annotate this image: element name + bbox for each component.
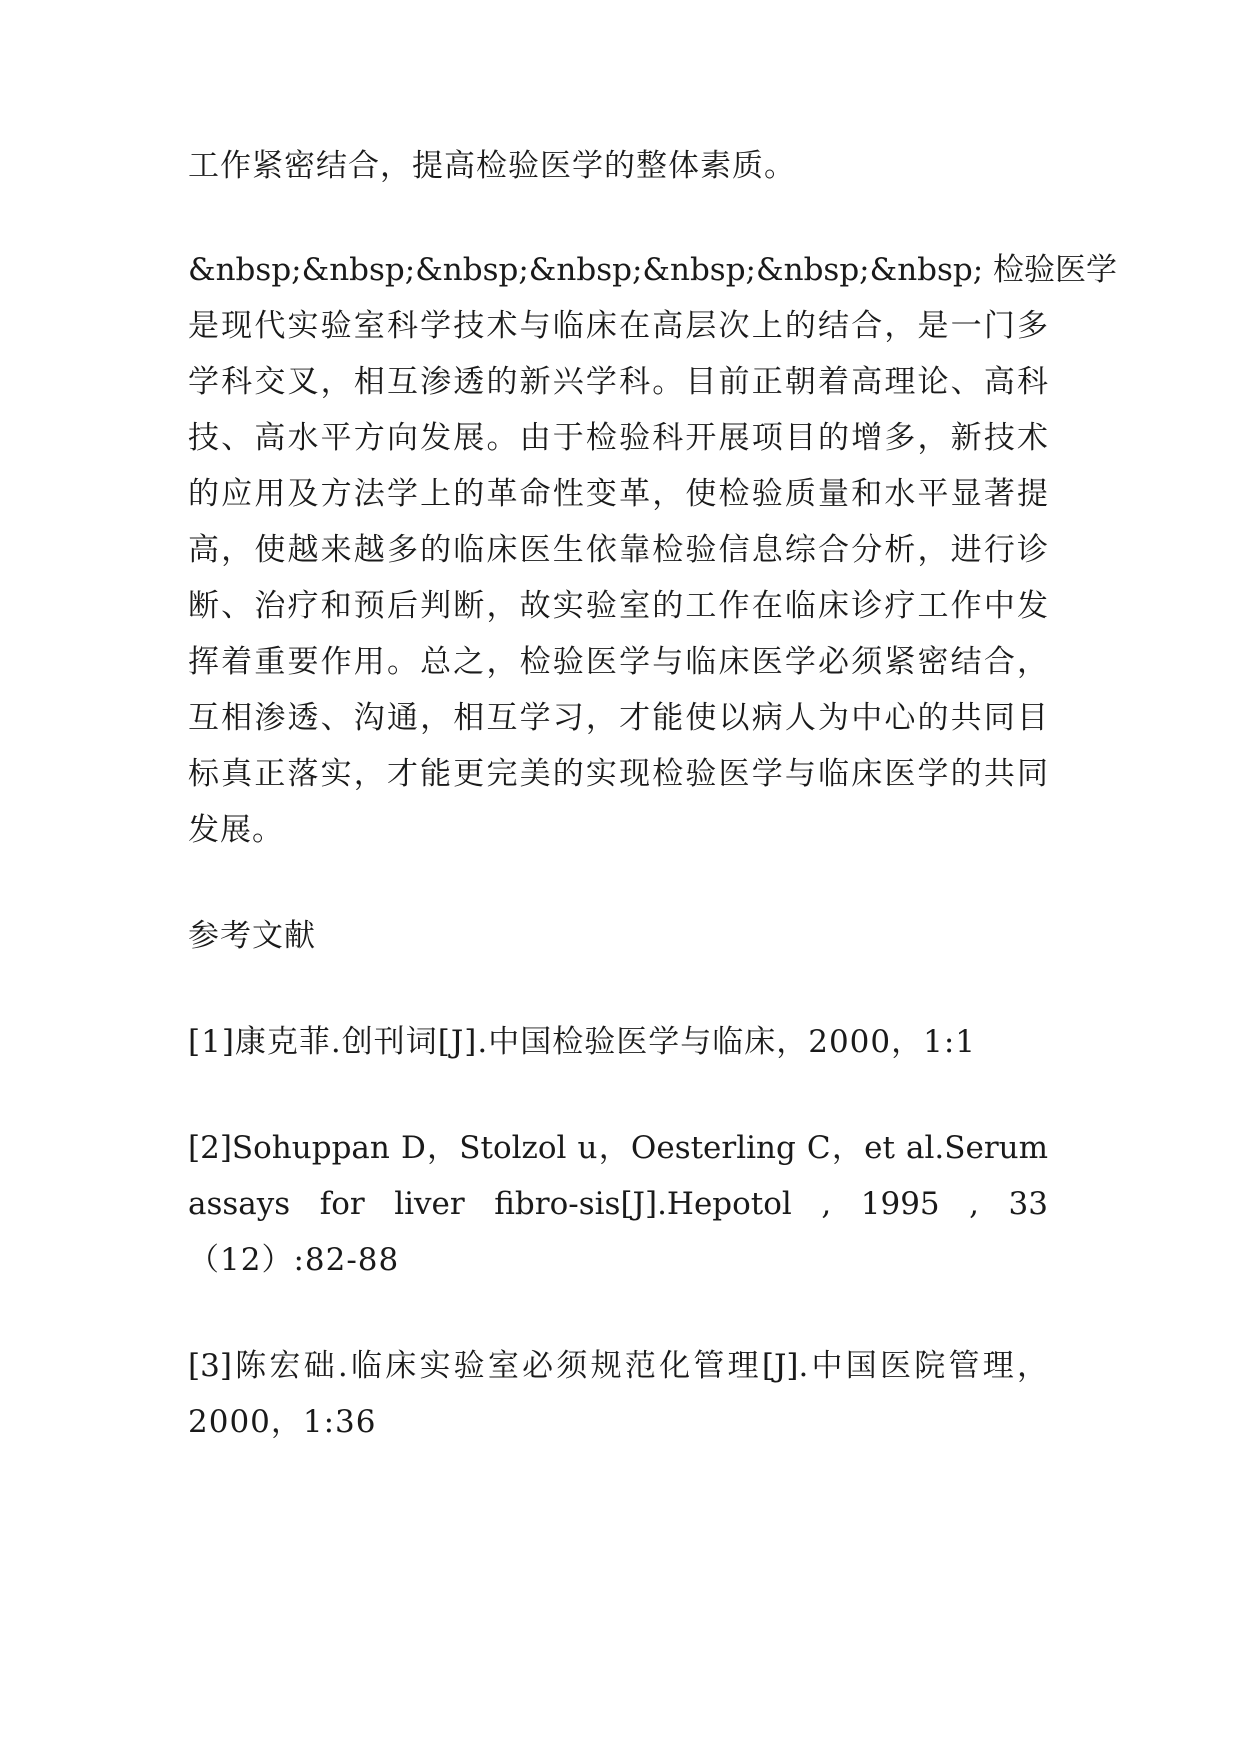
text-line: &nbsp;&nbsp;&nbsp;&nbsp;&nbsp;&nbsp;&nbsp; 检验医学 — [188, 252, 1118, 288]
reference-line: [3]陈宏础.临床实验室必须规范化管理[J].中国医院管理， — [188, 1348, 1048, 1384]
reference-line: [2]Sohuppan D，Stolzol u，Oesterling C，et al.Serum — [188, 1130, 1048, 1166]
reference-line: 2000，1:36 — [188, 1404, 377, 1440]
references-heading: 参考文献 — [188, 918, 316, 954]
reference-line: assays for liver fibro-sis[J].Hepotol , 1995 , 33 — [188, 1186, 1048, 1222]
text-line: 工作紧密结合，提高检验医学的整体素质。 — [188, 148, 796, 184]
text-line: 标真正落实，才能更完美的实现检验医学与临床医学的共同 — [188, 756, 1048, 792]
reference-line: [1]康克菲.创刊词[J].中国检验医学与临床，2000，1:1 — [188, 1024, 977, 1060]
text-line: 是现代实验室科学技术与临床在高层次上的结合，是一门多 — [188, 308, 1048, 344]
reference-line: （12）:82-88 — [188, 1242, 400, 1278]
text-line: 的应用及方法学上的革命性变革，使检验质量和水平显著提 — [188, 476, 1048, 512]
text-line: 学科交叉，相互渗透的新兴学科。目前正朝着高理论、高科 — [188, 364, 1048, 400]
text-line: 高，使越来越多的临床医生依靠检验信息综合分析，进行诊 — [188, 532, 1048, 568]
text-line: 断、治疗和预后判断，故实验室的工作在临床诊疗工作中发 — [188, 588, 1048, 624]
text-line: 挥着重要作用。总之，检验医学与临床医学必须紧密结合， — [188, 644, 1048, 680]
text-line: 互相渗透、沟通，相互学习，才能使以病人为中心的共同目 — [188, 700, 1048, 736]
text-line: 发展。 — [188, 812, 284, 848]
text-line: 技、高水平方向发展。由于检验科开展项目的增多，新技术 — [188, 420, 1048, 456]
